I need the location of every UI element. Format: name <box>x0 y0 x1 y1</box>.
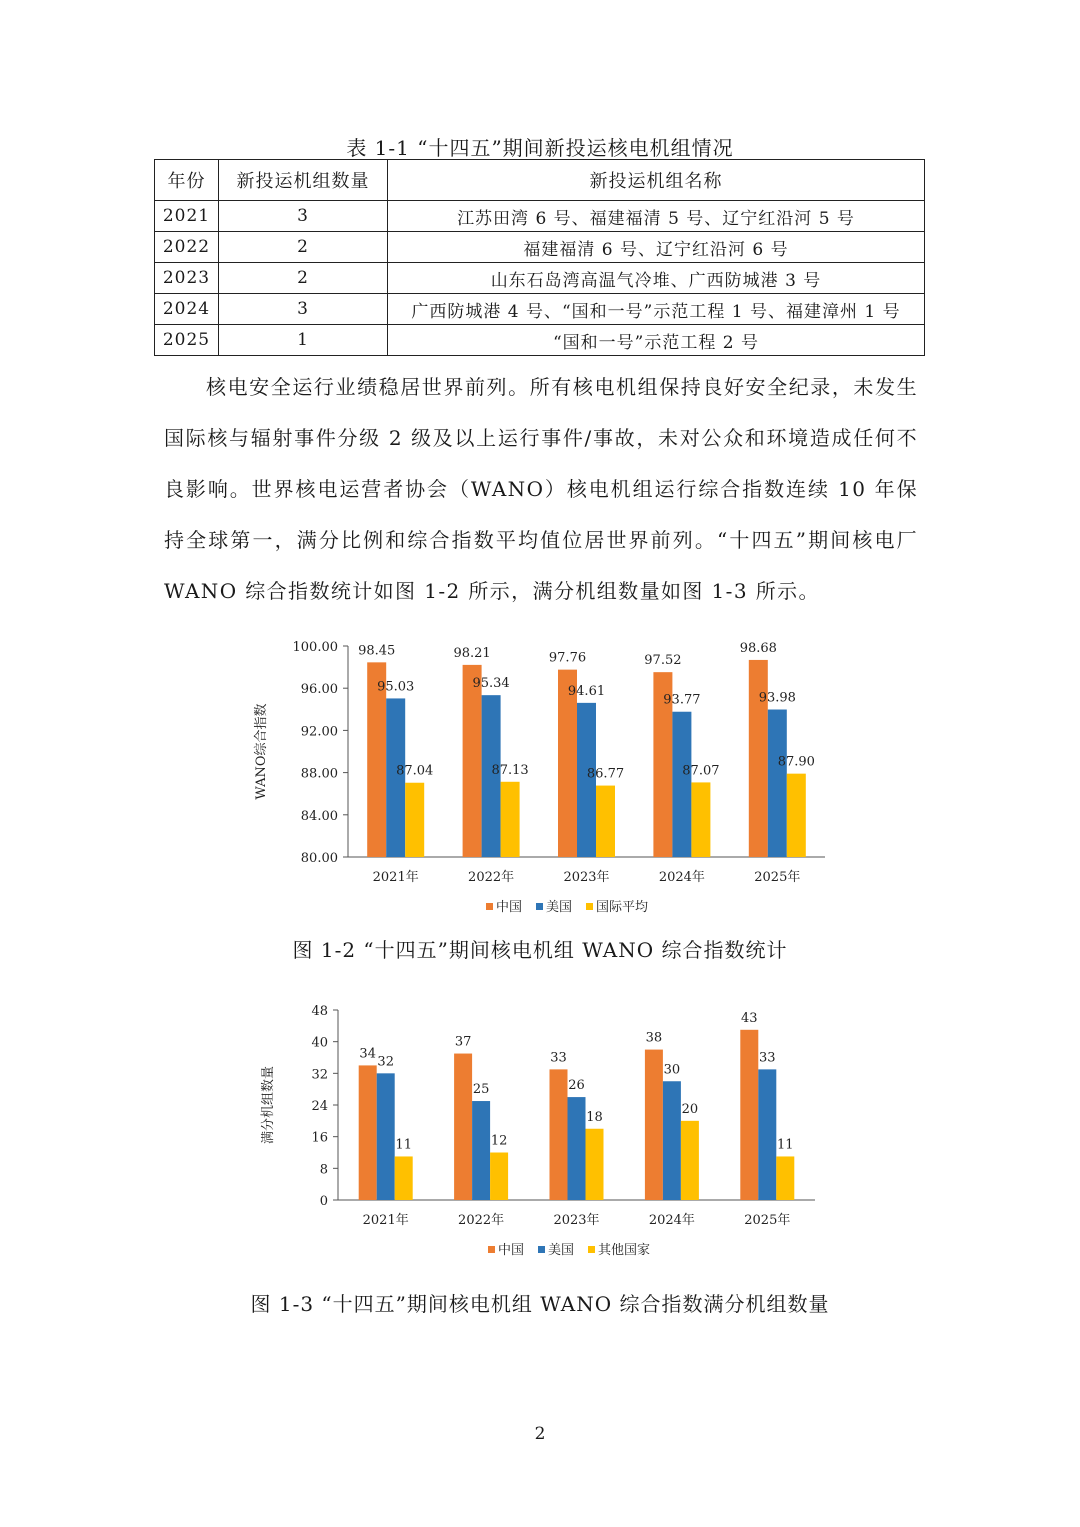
data-label: 94.61 <box>567 683 606 699</box>
data-label: 34 <box>359 1046 376 1062</box>
bar-usa <box>663 1081 681 1200</box>
bar-china <box>550 1069 568 1200</box>
data-label: 12 <box>490 1133 508 1149</box>
cell-year: 2022 <box>155 232 219 263</box>
cell-count: 1 <box>219 325 388 356</box>
bar-china <box>463 665 482 857</box>
data-label: 38 <box>645 1030 663 1046</box>
legend-label: 中国 <box>498 1243 525 1258</box>
y-axis-label: WANO综合指数 <box>254 703 269 800</box>
bar-other <box>490 1153 508 1201</box>
bar-usa <box>672 712 691 857</box>
y-tick-label: 92.00 <box>300 724 338 740</box>
y-axis-label: 满分机组数量 <box>261 1065 276 1145</box>
data-label: 87.90 <box>777 754 815 770</box>
bar-china <box>359 1065 377 1200</box>
data-label: 11 <box>395 1137 412 1153</box>
x-tick-label: 2023年 <box>553 1213 600 1228</box>
table-row <box>155 325 925 356</box>
bar-other <box>596 786 615 857</box>
paragraph-text: 核电安全运行业绩稳居世界前列。所有核电机组保持良好安全纪录，未发生国际核与辐射事件分级 2 级及以上运行事件/事故，未对公众和环境造成任何不良影响。世界核电运营者协会（WANO）核电机组运行综合指数连续 10 年保持全球第一，满分比例和综合指数平均值位居世界前列。“十四五”期间核电厂 WANO 综合指数统计如图 1-2 所示，满分机组数量如图 1-3 所示。 <box>164 375 918 603</box>
x-tick-label: 2025年 <box>744 1213 791 1228</box>
y-tick-label: 16 <box>311 1130 328 1146</box>
bar-other <box>405 783 424 857</box>
legend-swatch <box>488 1246 495 1253</box>
cell-count: 3 <box>219 294 388 325</box>
cell-names: “国和一号”示范工程 2 号 <box>388 325 925 356</box>
legend-label: 其他国家 <box>598 1243 651 1258</box>
table-caption: 表 1-1 “十四五”期间新投运核电机组情况 <box>346 136 734 160</box>
table-row <box>155 232 925 263</box>
x-tick-label: 2022年 <box>468 870 515 885</box>
data-label: 98.68 <box>739 640 777 656</box>
legend-swatch <box>486 903 493 910</box>
table-header-row <box>155 160 925 201</box>
bar-china <box>454 1054 472 1200</box>
bar-usa <box>758 1069 776 1200</box>
body-paragraph <box>164 362 918 617</box>
data-label: 26 <box>568 1078 585 1094</box>
table-row <box>155 263 925 294</box>
legend-label: 中国 <box>496 900 523 915</box>
y-tick-label: 48 <box>311 1004 328 1019</box>
data-label: 87.07 <box>682 763 720 779</box>
y-tick-label: 100.00 <box>292 640 338 655</box>
data-label: 97.76 <box>548 650 587 666</box>
cell-count: 2 <box>219 232 388 263</box>
bar-other <box>787 774 806 857</box>
cell-year: 2023 <box>155 263 219 294</box>
bar-other <box>586 1129 604 1200</box>
bar-other <box>501 782 520 857</box>
data-label: 33 <box>550 1050 567 1066</box>
cell-names: 山东石岛湾高温气冷堆、广西防城港 3 号 <box>388 263 925 294</box>
data-label: 32 <box>377 1054 394 1070</box>
bar-other <box>691 782 710 857</box>
y-tick-label: 32 <box>311 1067 328 1083</box>
x-tick-label: 2025年 <box>754 870 801 885</box>
cell-year: 2025 <box>155 325 219 356</box>
bar-usa <box>768 710 787 857</box>
x-tick-label: 2024年 <box>648 1213 695 1228</box>
data-label: 93.98 <box>758 690 796 706</box>
legend-swatch <box>586 903 593 910</box>
data-label: 87.13 <box>491 762 529 778</box>
data-label: 87.04 <box>396 763 434 779</box>
y-tick-label: 24 <box>311 1099 328 1114</box>
bar-china <box>749 660 768 857</box>
legend-label: 美国 <box>546 900 573 915</box>
y-tick-label: 96.00 <box>300 682 338 698</box>
data-label: 33 <box>759 1050 776 1066</box>
data-label: 98.21 <box>453 645 491 661</box>
table-row <box>155 201 925 232</box>
data-label: 97.52 <box>644 653 682 669</box>
page-number: 2 <box>534 1424 546 1444</box>
cell-names: 福建福清 6 号、辽宁红沿河 6 号 <box>388 232 925 263</box>
full-score-units-chart <box>0 995 1080 1265</box>
bar-china <box>740 1030 758 1200</box>
bar-other <box>395 1156 413 1200</box>
bar-other <box>681 1121 699 1200</box>
cell-names: 江苏田湾 6 号、福建福清 5 号、辽宁红沿河 5 号 <box>388 201 925 232</box>
header-count: 新投运机组数量 <box>219 160 388 201</box>
data-label: 37 <box>454 1034 472 1050</box>
legend-swatch <box>588 1246 595 1253</box>
cell-names: 广西防城港 4 号、“国和一号”示范工程 1 号、福建漳州 1 号 <box>388 294 925 325</box>
x-tick-label: 2021年 <box>372 870 419 885</box>
cell-year: 2024 <box>155 294 219 325</box>
data-label: 95.34 <box>472 676 510 692</box>
data-label: 25 <box>472 1082 490 1098</box>
data-label: 95.03 <box>377 679 415 695</box>
figure3-caption: 图 1-3 “十四五”期间核电机组 WANO 综合指数满分机组数量 <box>250 1292 830 1316</box>
data-label: 93.77 <box>663 692 701 708</box>
data-label: 43 <box>741 1010 758 1026</box>
header-names: 新投运机组名称 <box>388 160 925 201</box>
legend-swatch <box>536 903 543 910</box>
y-tick-label: 8 <box>319 1162 328 1178</box>
table-row <box>155 294 925 325</box>
figure2-caption: 图 1-2 “十四五”期间核电机组 WANO 综合指数统计 <box>292 938 788 962</box>
legend-swatch <box>538 1246 545 1253</box>
x-tick-label: 2022年 <box>458 1213 505 1228</box>
legend-label: 美国 <box>548 1243 575 1258</box>
data-label: 20 <box>681 1101 699 1117</box>
data-label: 30 <box>663 1062 681 1078</box>
y-tick-label: 80.00 <box>300 851 338 866</box>
data-label: 86.77 <box>586 766 625 782</box>
wano-index-chart <box>0 630 1080 930</box>
x-tick-label: 2024年 <box>658 870 705 885</box>
cell-count: 3 <box>219 201 388 232</box>
data-label: 11 <box>777 1137 794 1153</box>
x-tick-label: 2021年 <box>362 1213 409 1228</box>
x-tick-label: 2023年 <box>563 870 610 885</box>
bar-other <box>776 1156 794 1200</box>
bar-usa <box>472 1101 490 1200</box>
y-tick-label: 40 <box>311 1035 328 1051</box>
cell-year: 2021 <box>155 201 219 232</box>
y-tick-label: 0 <box>319 1194 328 1209</box>
bar-usa <box>568 1097 586 1200</box>
data-label: 18 <box>586 1109 603 1125</box>
new-units-table <box>154 159 925 356</box>
legend-label: 国际平均 <box>596 900 649 915</box>
y-tick-label: 84.00 <box>300 808 338 824</box>
y-tick-label: 88.00 <box>300 766 338 782</box>
bar-china <box>645 1050 663 1200</box>
bar-usa <box>377 1073 395 1200</box>
data-label: 98.45 <box>358 643 396 659</box>
header-year: 年份 <box>155 160 219 201</box>
cell-count: 2 <box>219 263 388 294</box>
